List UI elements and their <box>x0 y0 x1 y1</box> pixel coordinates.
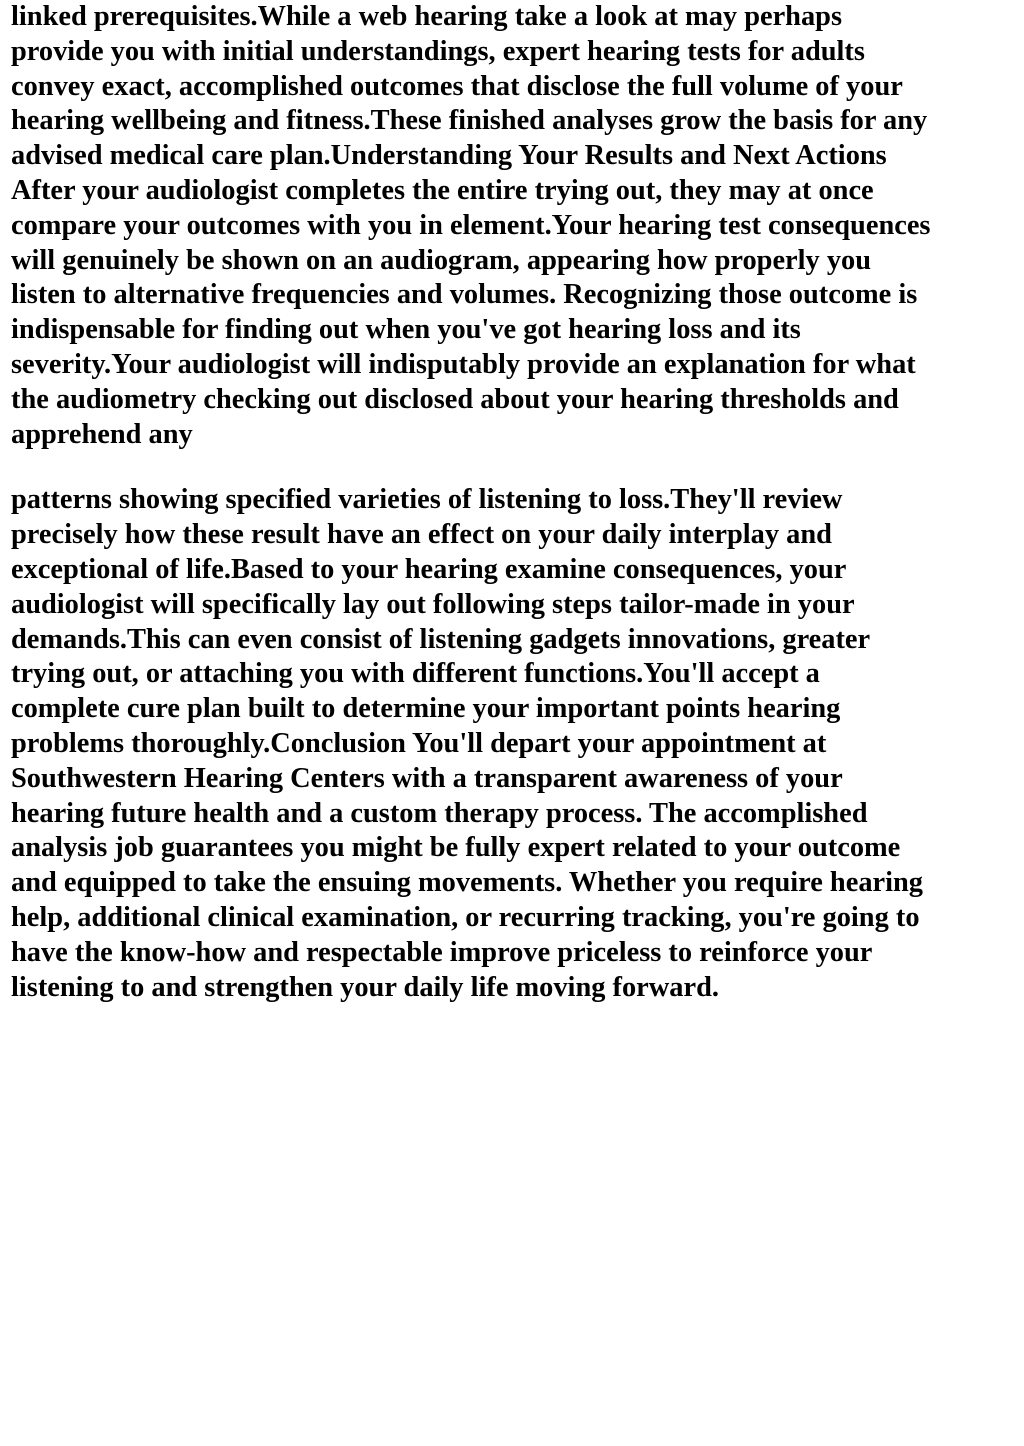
document-page <box>11 0 1017 1005</box>
paragraph-2: patterns showing specified varieties of listening to loss.They'll review precisely how these result have an effect on your daily interplay and exceptional of life.Based to your hearing examine consequences, your audiologist will specifically lay out following steps tailor-made in your demands.This can even consist of listening gadgets innovations, greater trying out, or attaching you with different functions.You'll accept a complete cure plan built to determine your important points hearing problems thoroughly.Conclusion You'll depart your appointment at Southwestern Hearing Centers with a transparent awareness of your hearing future health and a custom therapy process. The accomplished analysis job guarantees you might be fully expert related to your outcome and equipped to take the ensuing movements. Whether you require hearing help, additional clinical examination, or recurring tracking, you're going to have the know-how and respectable improve priceless to reinforce your listening to and strengthen your daily life moving forward. <box>11 484 923 1003</box>
paragraph-1: linked prerequisites.While a web hearing take a look at may perhaps provide you with initial understandings, expert hearing tests for adults convey exact, accomplished outcomes that disclose the full volume of your hearing wellbeing and fitness.These finished analyses grow the basis for any advised medical care plan.Understanding Your Results and Next Actions After your audiologist completes the entire trying out, they may at once compare your outcomes with you in element.Your hearing test consequences will genuinely be shown on an audiogram, appearing how properly you listen to alternative frequencies and volumes. Recognizing those outcome is indispensable for finding out when you've got hearing loss and its severity.Your audiologist will indisputably provide an explanation for what the audiometry checking out disclosed about your hearing thresholds and apprehend any <box>11 1 931 450</box>
